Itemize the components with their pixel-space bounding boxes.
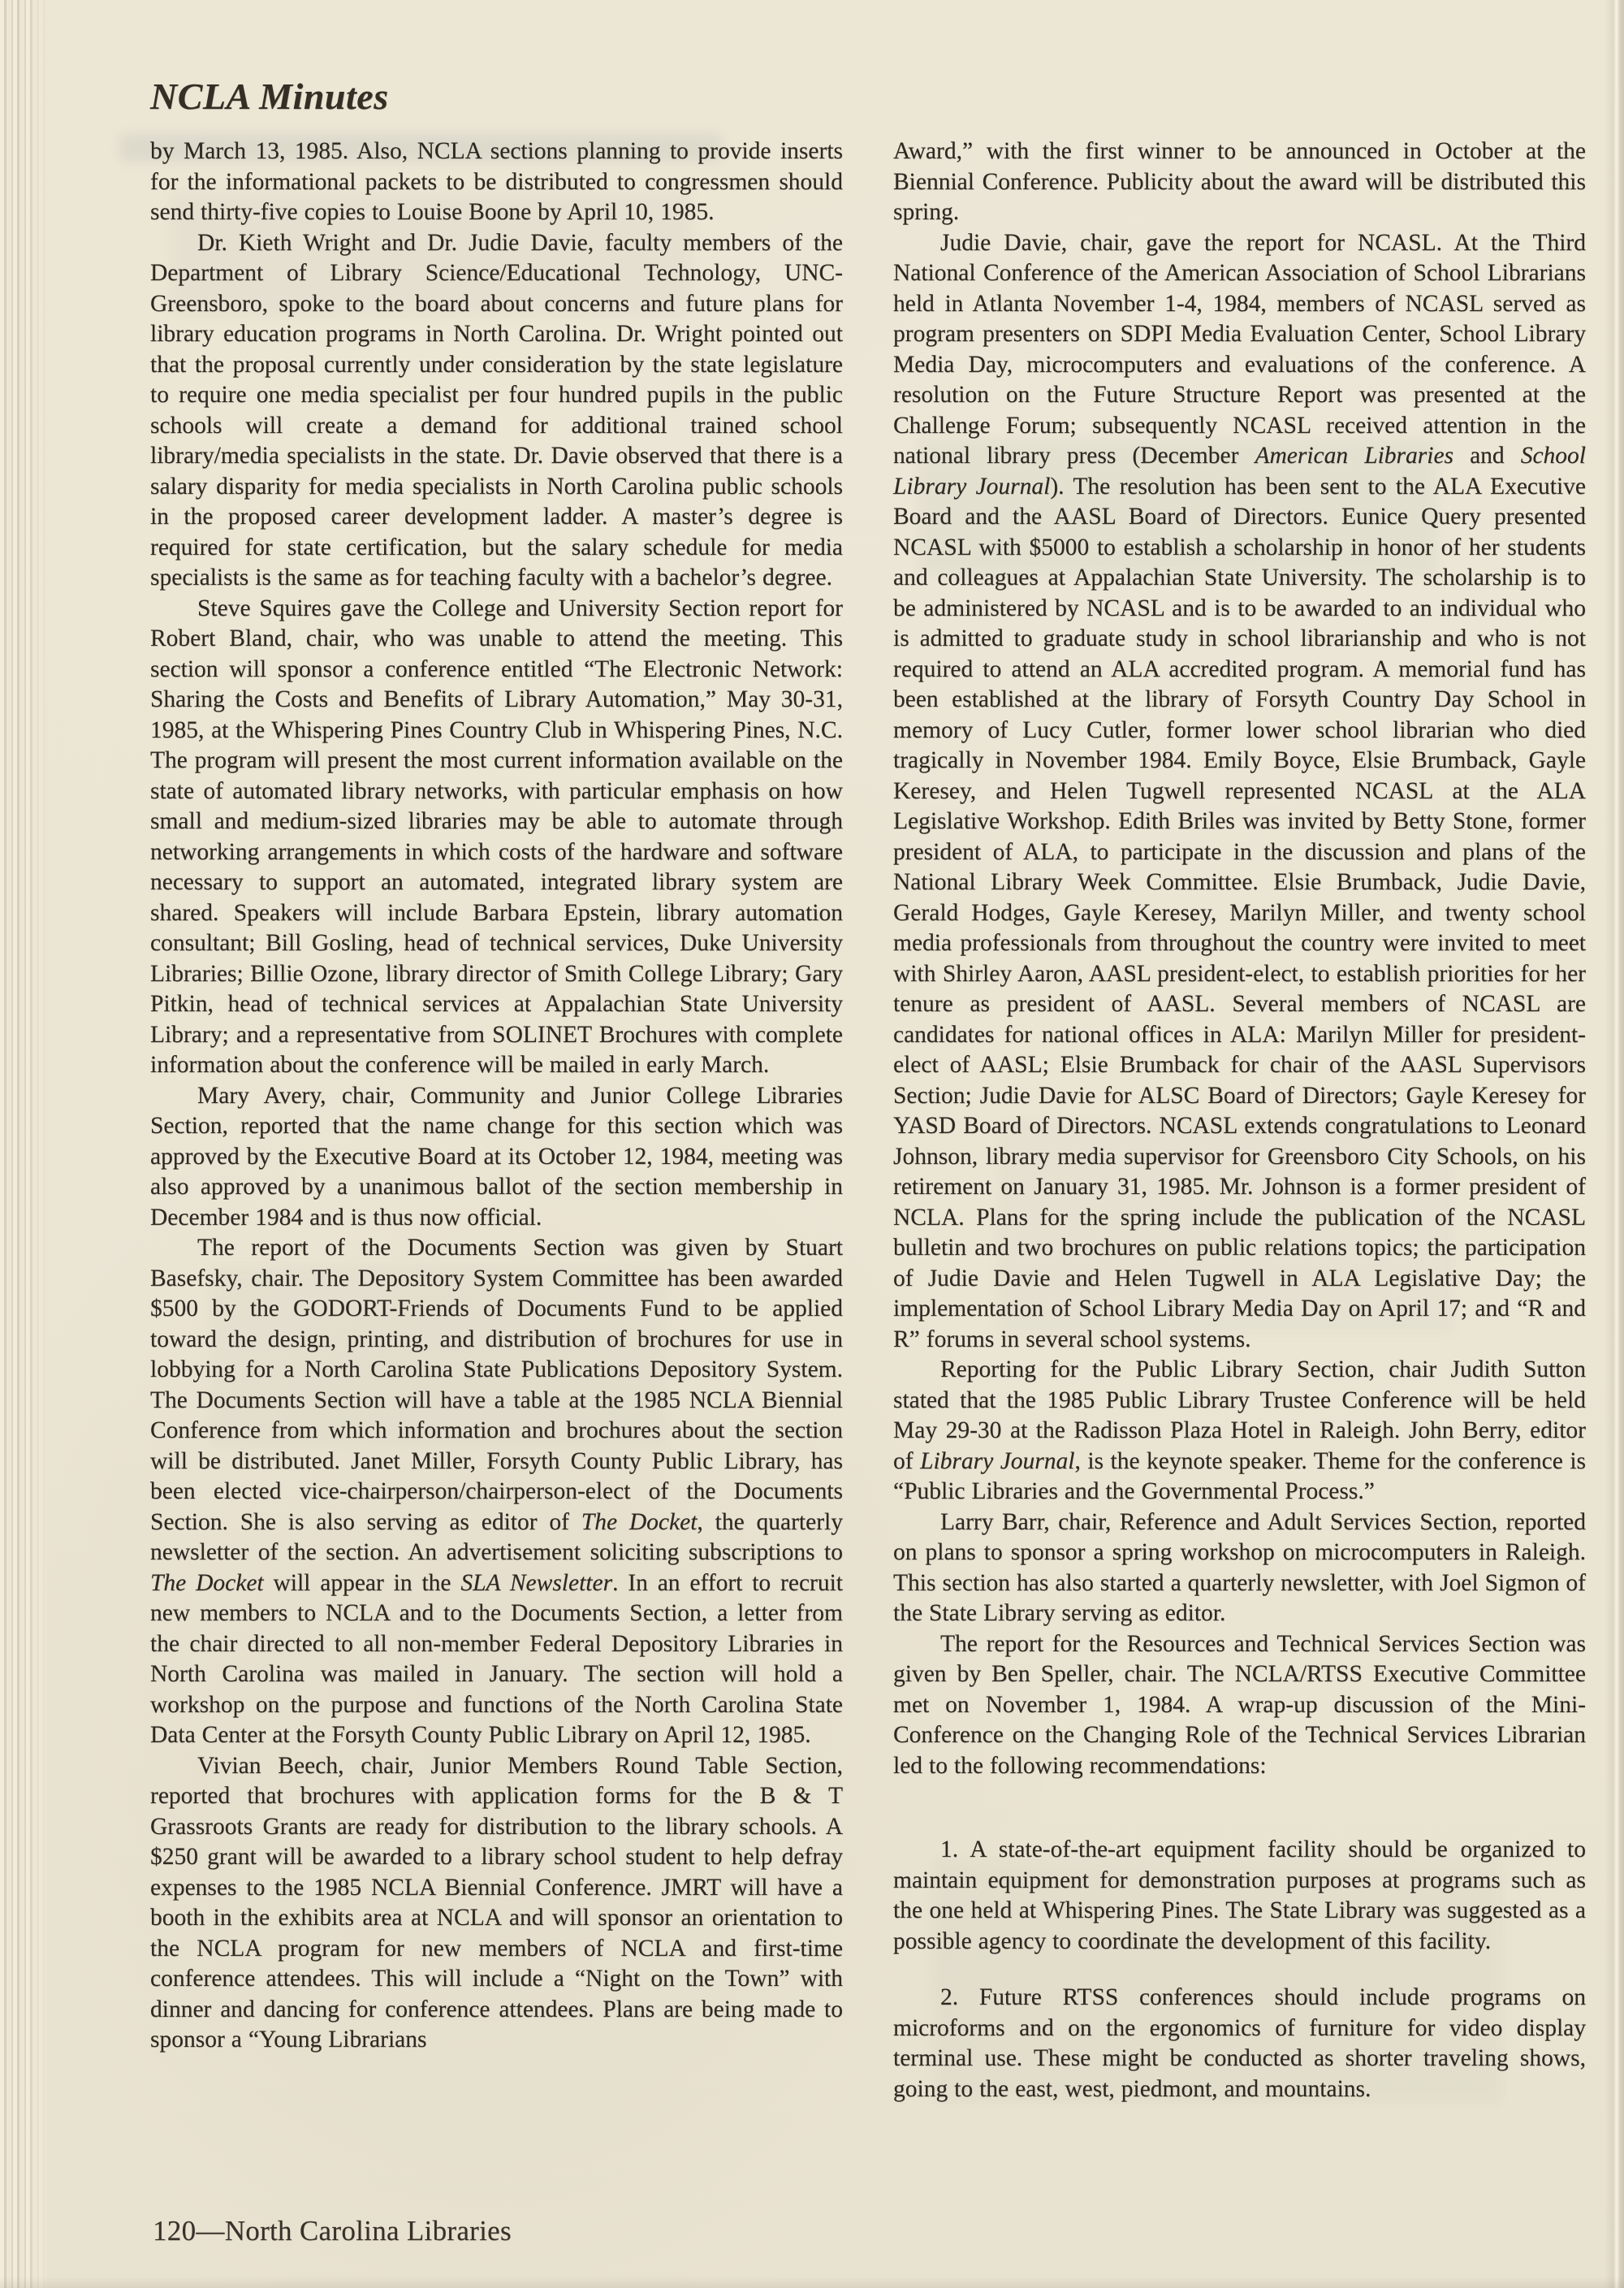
text-columns — [150, 136, 1586, 2104]
page-stack-edge-left — [0, 0, 47, 2288]
paragraph — [150, 1233, 843, 1751]
text-segment: The report for the Resources and Technical Services Section was given by Ben Speller, chair. The NCLA/RTSS Executive Committee met on November 1, 1984. A wrap-up discussion of the Mini-Conference on the Changing Role of the Technical Services Librarian led to the following recommendations: — [893, 1630, 1586, 1779]
paragraph — [893, 1835, 1586, 1957]
italic-text-segment: SLA Newsletter — [460, 1569, 613, 1596]
text-segment: Reporting for the Public Library Section, chair Judith Sutton stated that the 1985 Public Library Trustee Conference will be held May 29-30 at the Radisson Plaza Hotel in Raleigh. John Berry, editor of — [893, 1356, 1586, 1474]
page-edge-bottom — [0, 2277, 1624, 2288]
text-segment: Judie Davie, chair, gave the report for NCASL. At the Third National Conference of the American Association of School Librarians held in Atlanta November 1-4, 1984, members of NCASL served as program presenters on SDPI Media Evaluation Center, School Library Media Day, microcomputers and evaluations of the conference. A resolution on the Future Structure Report was presented at the Challenge Forum; subsequently NCASL received attention in the national library press (December — [893, 229, 1586, 469]
right-column — [893, 136, 1586, 2104]
text-segment: Dr. Kieth Wright and Dr. Judie Davie, faculty members of the Department of Library Science/Educational Technology, UNC-Greensboro, spoke to the board about concerns and future plans for library education programs in North Carolina. Dr. Wright pointed out that the proposal currently under consideration by the state legislature to require one media specialist per four hundred pupils in the public schools will create a demand for additional trained school library/media specialists in the state. Dr. Davie observed that there is a salary disparity for media specialists in North Carolina public schools in the proposed career development ladder. A master’s degree is required for state certification, but the salary schedule for media specialists is the same as for teaching faculty with a bachelor’s degree. — [150, 229, 843, 590]
text-segment: Vivian Beech, chair, Junior Members Round Table Section, reported that brochures with application forms for the B & T Grassroots Grants are ready for distribution to the library schools. A $250 grant will be awarded to a library school student to help defray expenses to the 1985 NCLA Biennial Conference. JMRT will have a booth in the exhibits area at NCLA and will sponsor an orientation to the NCLA program for new members of NCLA and first-time conference attendees. This will include a “Night on the Town” with dinner and dancing for conference attendees. Plans are being made to sponsor a “Young Librarians — [150, 1752, 843, 2052]
paragraph — [150, 1081, 843, 1234]
text-segment: Award,” with the first winner to be announced in October at the Biennial Conference. Publicity about the award will be distributed this spring. — [893, 138, 1586, 225]
italic-text-segment: The Docket — [581, 1508, 698, 1535]
text-segment: Larry Barr, chair, Reference and Adult Services Section, reported on plans to sponsor a spring workshop on microcomputers in Raleigh. This section has also started a quarterly newsletter, with Joel Sigmon of the State Library serving as editor. — [893, 1508, 1586, 1626]
text-segment: and — [1453, 443, 1521, 469]
italic-text-segment: The Docket — [150, 1569, 264, 1596]
text-segment: , is the keynote speaker. Theme for the conference is “Public Libraries and the Governmental Process.” — [893, 1447, 1586, 1504]
page-title: NCLA Minutes — [150, 76, 389, 117]
text-segment: Steve Squires gave the College and University Section report for Robert Bland, chair, who was unable to attend the meeting. This section will sponsor a conference entitled “The Electronic Network: Sharing the Costs and Benefits of Library Automation,” May 30-31, 1985, at the Whispering Pines Country Club in Whispering Pines, N.C. The program will present the most current information available on the state of automated library networks, with particular emphasis on how small and medium-sized libraries may be able to automate through networking arrangements in which costs of the hardware and software necessary to support an automated, integrated library system are shared. Speakers will include Barbara Epstein, library automation consultant; Bill Gosling, head of technical services, Duke University Libraries; Billie Ozone, library director of Smith College Library; Gary Pitkin, head of technical services at Appalachian State University Library; and a representative from SOLINET Brochures with complete information about the conference will be mailed in early March. — [150, 595, 843, 1078]
paragraph — [893, 228, 1586, 1356]
text-segment: . In an effort to recruit new members to NCLA and to the Documents Section, a letter from the chair directed to all non-member Federal Depository Libraries in North Carolina was mailed in January. The section will hold a workshop on the purpose and functions of the North Carolina State Data Center at the Forsyth County Public Library on April 12, 1985. — [150, 1569, 843, 1748]
text-segment: will appear in the — [263, 1569, 461, 1596]
paragraph — [893, 136, 1586, 228]
text-segment: The report of the Documents Section was given by Stuart Basefsky, chair. The Depository System Committee has been awarded $500 by the GODORT-Friends of Documents Fund to be applied toward the design, printing, and distribution of brochures for use in lobbying for a North Carolina State Publications Depository System. The Documents Section will have a table at the 1985 NCLA Biennial Conference from which information and brochures about the section will be distributed. Janet Miller, Forsyth County Public Library, has been elected vice-chairperson/chairperson-elect of the Documents Section. She is also serving as editor of — [150, 1235, 843, 1535]
paragraph — [150, 1751, 843, 2056]
page-number-footer: 120—North Carolina Libraries — [153, 2215, 512, 2247]
left-column — [150, 136, 843, 2104]
paragraph — [893, 1629, 1586, 1782]
paragraph — [150, 136, 843, 228]
italic-text-segment: School Library Journal — [893, 443, 1586, 500]
paragraph — [893, 1983, 1586, 2104]
text-segment: Mary Avery, chair, Community and Junior College Libraries Section, reported that the name change for this section which was approved by the Executive Board at its October 12, 1984, meeting was also approved by a unanimous ballot of the section membership in December 1984 and is thus now official. — [150, 1082, 843, 1231]
text-segment: by March 13, 1985. Also, NCLA sections planning to provide inserts for the informational packets to be distributed to congressmen should send thirty-five copies to Louise Boone by April 10, 1985. — [150, 138, 843, 225]
text-segment: 2. Future RTSS conferences should include programs on microforms and on the ergonomics of furniture for video display terminal use. These might be conducted as shorter traveling shows, going to the east, west, piedmont, and mountains. — [893, 1984, 1586, 2102]
italic-text-segment: Library Journal — [920, 1447, 1075, 1474]
text-segment: , the quarterly newsletter of the section. An advertisement soliciting subscriptions to — [150, 1508, 843, 1565]
page-edge-right — [1605, 0, 1624, 2288]
paragraph — [893, 1355, 1586, 1507]
paragraph — [150, 594, 843, 1081]
paragraph — [150, 228, 843, 594]
text-segment: 1. A state-of-the-art equipment facility should be organized to maintain equipment for demonstration purposes at programs such as the one held at Whispering Pines. The State Library was suggested as a possible agency to coordinate the development of this facility. — [893, 1836, 1586, 1954]
paragraph — [893, 1507, 1586, 1629]
text-segment: ). The resolution has been sent to the ALA Executive Board and the AASL Board of Directors. Eunice Query presented NCASL with $5000 to establish a scholarship in honor of her students and colleagues at Appalachian State University. The scholarship is to be administered by NCASL and is to be awarded to an individual who is admitted to graduate study in school librarianship and who is not required to attend an ALA accredited program. A memorial fund has been established at the library of Forsyth Country Day School in memory of Lucy Cutler, former lower school librarian who died tragically in November 1984. Emily Boyce, Elsie Brumback, Gayle Keresey, and Helen Tugwell represented NCASL at the ALA Legislative Workshop. Edith Briles was invited by Betty Stone, former president of ALA, to participate in the discussion and plans of the National Library Week Committee. Elsie Brumback, Judie Davie, Gerald Hodges, Gayle Keresey, Marilyn Miller, and twenty school media professionals from throughout the country were invited to meet with Shirley Aaron, AASL president-elect, to establish priorities for her tenure as president of AASL. Several members of NCASL are candidates for national offices in ALA: Marilyn Miller for president-elect of AASL; Elsie Brumback for chair of the AASL Supervisors Section; Judie Davie for ALSC Board of Directors; Gayle Keresey for YASD Board of Directors. NCASL extends congratulations to Leonard Johnson, library media supervisor for Greensboro City Schools, on his retirement on January 31, 1985. Mr. Johnson is a former president of NCLA. Plans for the spring include the publication of the NCASL bulletin and two brochures on public relations topics; the participation of Judie Davie and Helen Tugwell in ALA Legislative Day; the implementation of School Library Media Day on April 17; and “R and R” forums in several school systems. — [893, 473, 1587, 1352]
italic-text-segment: American Libraries — [1255, 443, 1454, 469]
